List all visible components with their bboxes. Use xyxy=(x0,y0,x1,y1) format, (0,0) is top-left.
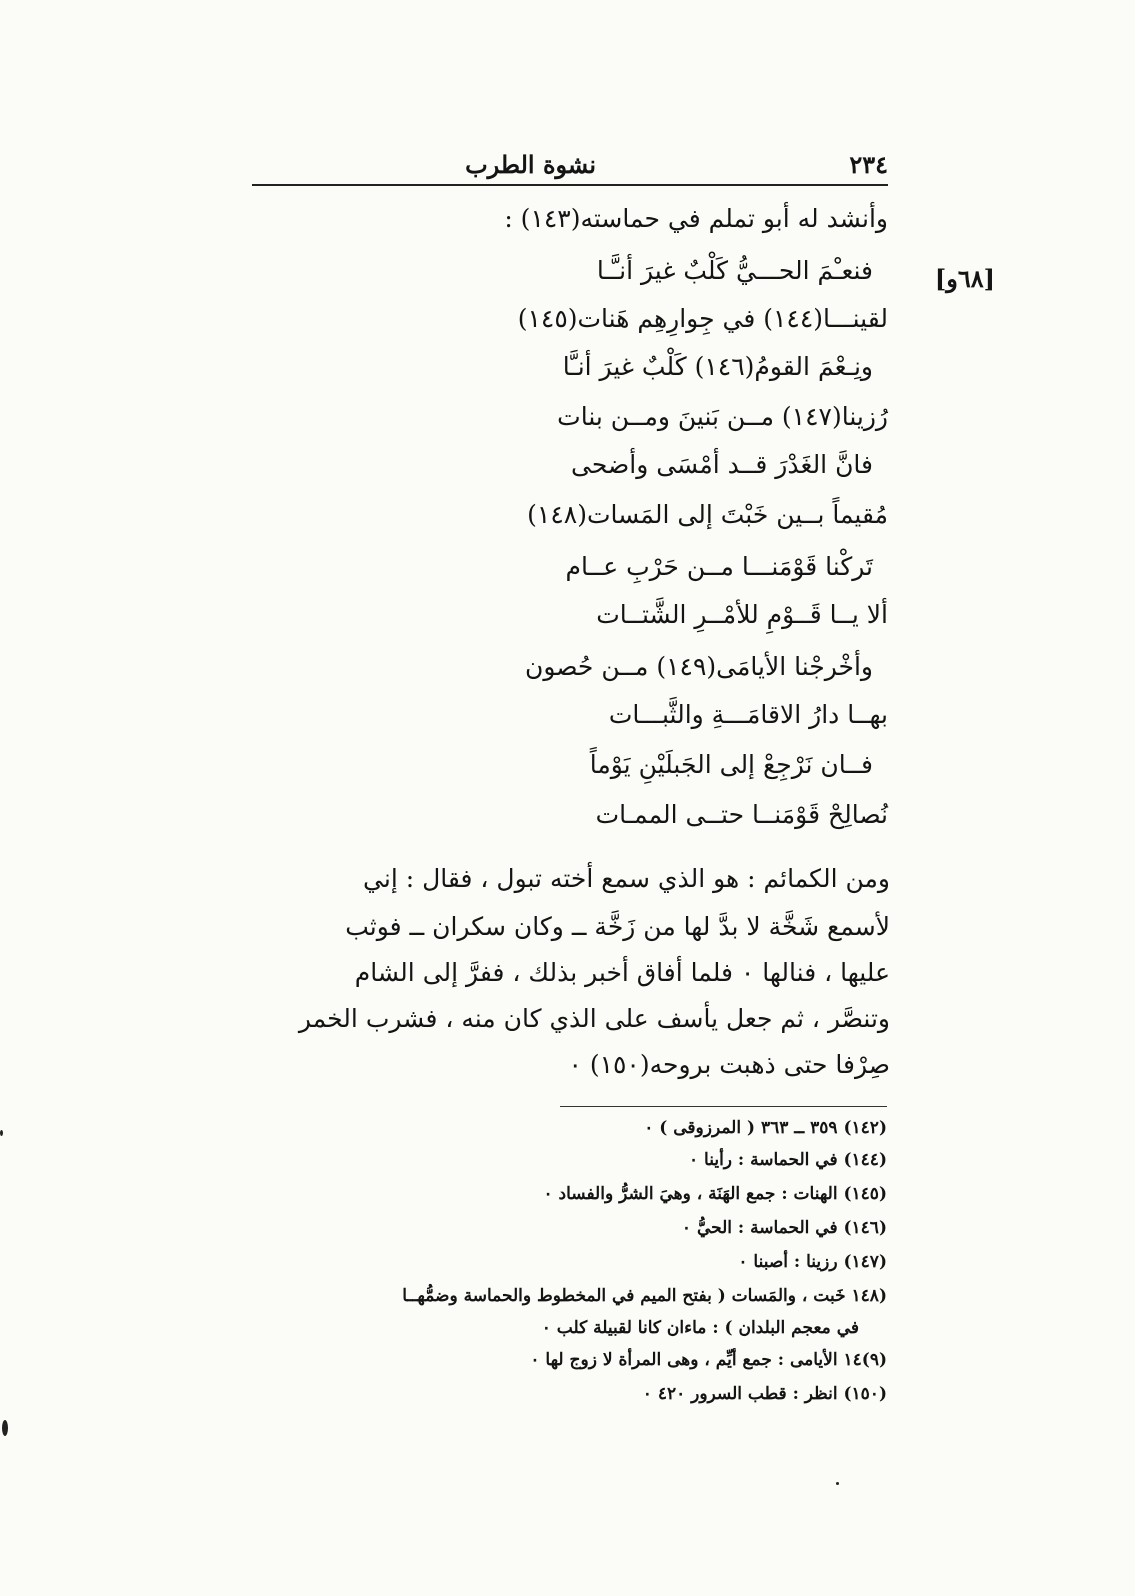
footnote-145: (١٤٥) الهنات : جمع الهَنَة ، وهيَ الشرُّ والفساد ٠ xyxy=(543,1184,887,1204)
footnote-144: (١٤٤) في الحماسة : رأينا ٠ xyxy=(688,1150,887,1170)
header-rule xyxy=(252,184,888,186)
manuscript-folio-note: [٦٨و] xyxy=(934,264,995,293)
verse-1-second-hemistich: لقينـــا(١٤٤) في جِوارِهِم هَنات(١٤٥) xyxy=(517,304,888,333)
verse-3-second-hemistich: مُقيماً بــين خَبْتَ إلى المَسات(١٤٨) xyxy=(527,500,888,529)
verse-4-second-hemistich: ألا يــا قَــوْمِ للأمْــرِ الشَّتــات xyxy=(596,600,888,629)
prose-line-3: عليها ، فنالها ٠ فلما أفاق أخبر بذلك ، ففرَّ إلى الشام xyxy=(354,958,890,987)
verse-6-second-hemistich: نُصالِحْ قَوْمَنــا حتــى الممـات xyxy=(595,800,888,829)
poem-intro-line: وأنشد له أبو تملم في حماسته(١٤٣) : xyxy=(504,204,888,233)
scan-speck xyxy=(2,1420,8,1436)
footnote-148-continued: في معجم البلدان ) : ماءان كانا لقبيلة كلب ٠ xyxy=(541,1318,859,1338)
prose-line-5: صِرْفا حتى ذهبت بروحه(١٥٠) ٠ xyxy=(568,1050,890,1079)
footnote-150: (١٥٠) انظر : قطب السرور ٤٢٠ ٠ xyxy=(642,1384,887,1404)
footnote-146: (١٤٦) في الحماسة : الحيُّ ٠ xyxy=(681,1218,887,1238)
footnote-148: (١٤٨ خَبت ، والمَسات ( بفتح الميم في المخطوط والحماسة وضمُّهــا xyxy=(402,1286,887,1306)
verse-5-second-hemistich: بهــا دارُ الاقامَـــةِ والثَّبـــات xyxy=(608,700,888,729)
verse-1-first-hemistich: فنعـْمَ الحـــيُّ كَلْبٌ غيرَ أنـَّـا xyxy=(596,256,873,285)
verse-2-second-hemistich: رُزينا(١٤٧) مــن بَنينَ ومــن بنات xyxy=(557,402,888,431)
verse-2-first-hemistich: ونِـعْمَ القومُ(١٤٦) كَلْبٌ غيرَ أنـَّا xyxy=(562,352,873,381)
prose-line-2: لأسمع شَخَّة لا بدَّ لها من زَخَّة ــ وكان سكران ــ فوثب xyxy=(345,912,890,941)
footnote-147: (١٤٧) رزينا : أصبنا ٠ xyxy=(738,1252,887,1272)
prose-line-1: ومن الكمائم : هو الذي سمع أخته تبول ، فقال : إني xyxy=(363,864,890,893)
scan-speck xyxy=(0,1130,3,1136)
footnote-149: (٩)١٤ الأيامى : جمع أيِّم ، وهى المرأة لا زوج لها ٠ xyxy=(530,1350,887,1370)
running-head xyxy=(252,150,888,180)
verse-6-first-hemistich: فــان نَرْجِعْ إلى الجَبلَيْنِ يَوْماً xyxy=(589,750,873,779)
scan-speck xyxy=(836,1482,839,1485)
verse-5-first-hemistich: وأخْرجْنا الأيامَى(١٤٩) مــن حُصون xyxy=(524,652,873,681)
footnote-142: (١٤٢) ٣٥٩ ــ ٣٦٣ ( المرزوقى ) ٠ xyxy=(644,1118,887,1138)
prose-line-4: وتنصَّر ، ثم جعل يأسف على الذي كان منه ، فشرب الخمر xyxy=(298,1004,890,1033)
verse-4-first-hemistich: تَركْنا قَوْمَنـــا مــن حَرْبِ عــام xyxy=(565,552,873,581)
book-title: نشوة الطرب xyxy=(465,150,596,179)
page-number: ٢٣٤ xyxy=(849,150,888,179)
verse-3-first-hemistich: فانَّ الغَدْرَ قــد أمْسَى وأضحى xyxy=(571,450,873,479)
footnote-rule xyxy=(560,1106,887,1107)
